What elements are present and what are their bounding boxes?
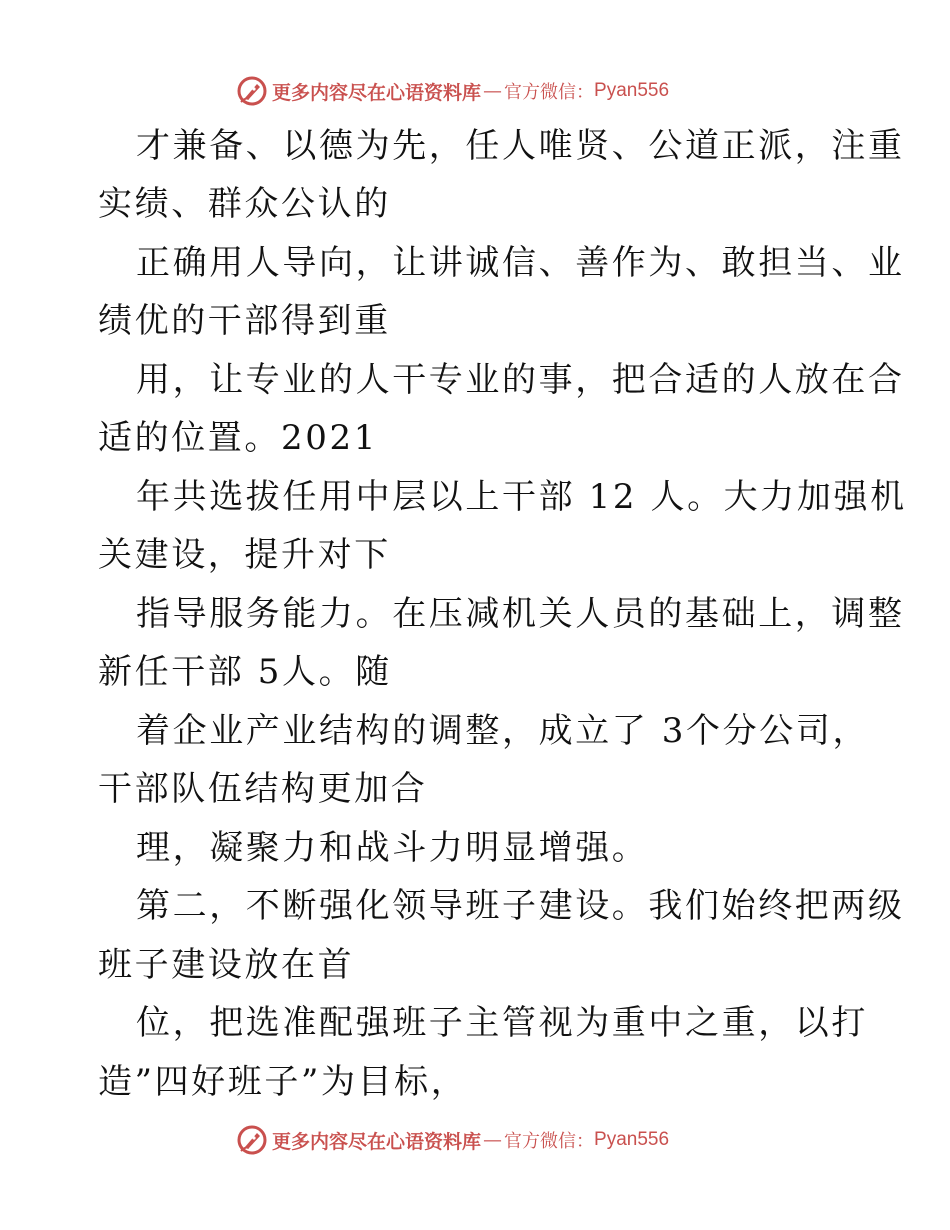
- body-line: 实绩、群众公认的: [98, 184, 391, 224]
- banner-site-text: 更多内容尽在心语资料库: [272, 81, 482, 104]
- banner-official-text: 官方微信：: [504, 82, 595, 103]
- body-line: 着企业产业结构的调整，成立了 3个分公司，: [136, 711, 870, 751]
- body-line: 第二，不断强化领导班子建设。我们始终把两级: [136, 886, 905, 926]
- body-line: 造”四好班子”为目标，: [98, 1062, 468, 1102]
- banner-official-text: 官方微信：: [504, 1131, 595, 1152]
- body-line: 理，凝聚力和战斗力明显增强。: [136, 828, 649, 868]
- body-line: 新任干部 5人。随: [98, 652, 392, 692]
- body-line: 绩优的干部得到重: [98, 301, 391, 341]
- body-line: 适的位置。2021: [98, 418, 378, 458]
- banner-dash: —: [483, 1129, 503, 1151]
- body-line: 才兼备、以德为先，任人唯贤、公道正派，注重: [136, 126, 905, 166]
- body-line: 班子建设放在首: [98, 945, 355, 985]
- pen-nib-circle-icon: [236, 1124, 268, 1156]
- body-line: 干部队伍结构更加合: [98, 769, 428, 809]
- body-line: 正确用人导向，让讲诚信、善作为、敢担当、业: [136, 243, 905, 283]
- body-line: 年共选拔任用中层以上干部 12 人。大力加强机: [136, 477, 907, 517]
- body-line: 指导服务能力。在压减机关人员的基础上，调整: [136, 594, 905, 634]
- banner-dash: —: [483, 80, 503, 102]
- footer-watermark-banner: [236, 1123, 669, 1157]
- banner-site-text: 更多内容尽在心语资料库: [272, 1130, 482, 1153]
- banner-wechat-id: Pyan556: [594, 1129, 670, 1150]
- banner-wechat-id: Pyan556: [594, 80, 670, 101]
- body-line: 关建设，提升对下: [98, 535, 391, 575]
- body-line: 位，把选准配强班子主管视为重中之重，以打: [136, 1003, 868, 1043]
- body-line: 用，让专业的人干专业的事，把合适的人放在合: [136, 360, 905, 400]
